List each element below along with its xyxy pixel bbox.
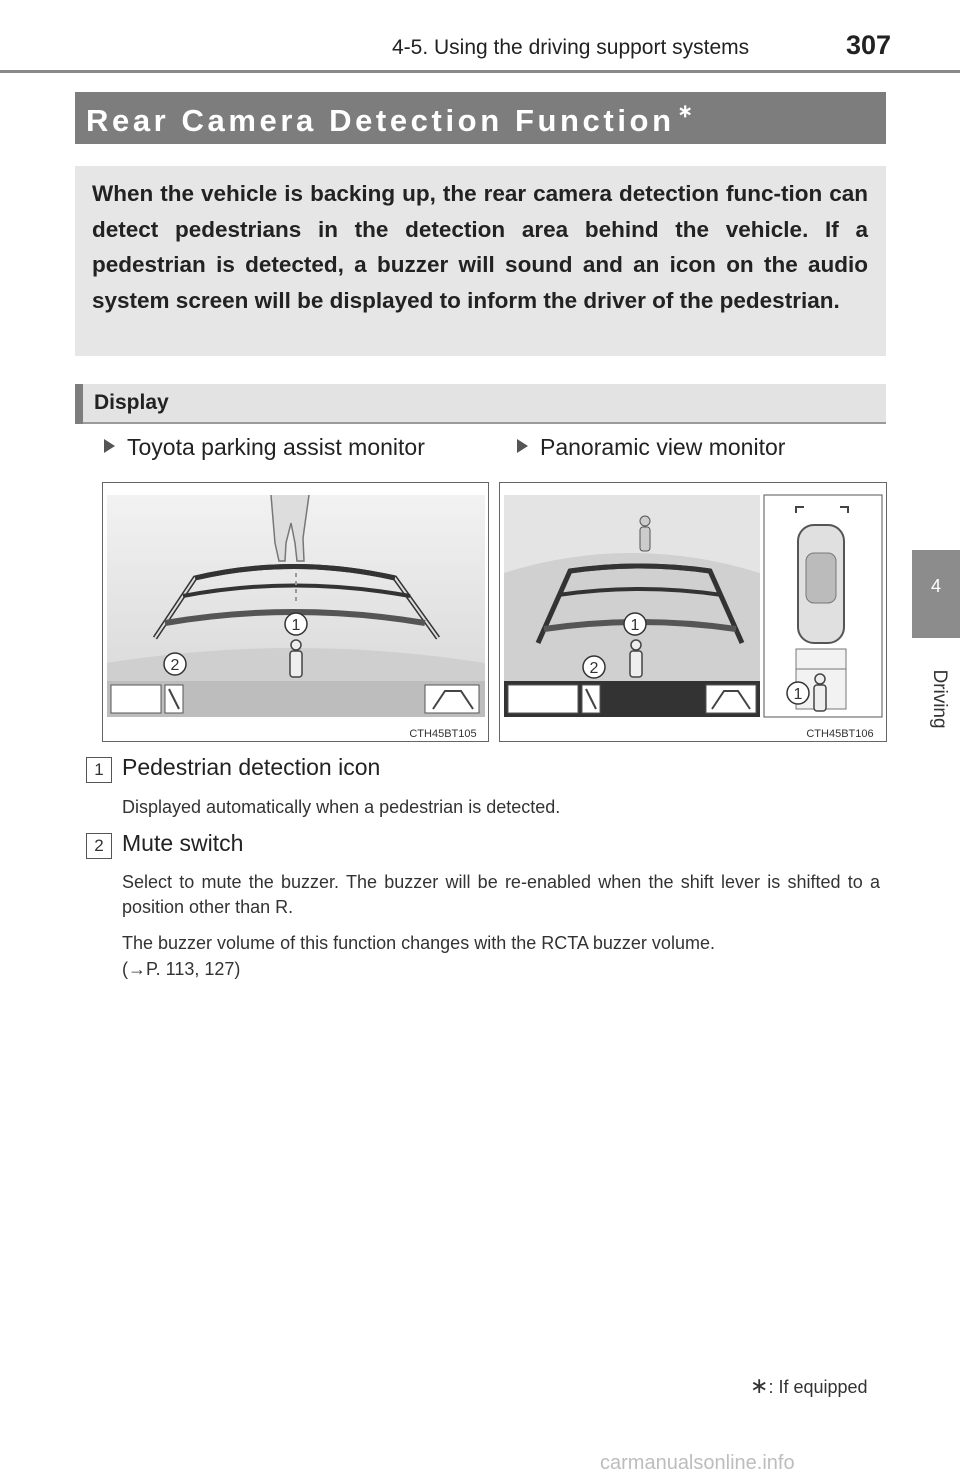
chapter-number: 4 [930, 576, 941, 596]
intro-text: When the vehicle is backing up, the rear camera detection func-tion can detect pedestrians in the detection area behind the vehicle. If a pedestrian is detected, a buzzer will sound and an icon on the audio system screen will be displayed to inform the driver of the pedestrian. [92, 181, 868, 313]
footnote-text: : If equipped [768, 1377, 868, 1397]
svg-text:1: 1 [793, 686, 803, 703]
triangle-bullet-icon [104, 439, 115, 453]
page-heading-text: Rear Camera Detection Function [86, 103, 675, 138]
footnote [750, 1373, 868, 1399]
sensor-buttons [508, 685, 578, 713]
page-heading [86, 101, 693, 139]
item-text-buzzer-volume: The buzzer volume of this function changes with the RCTA buzzer volume. [122, 933, 715, 953]
pedestrian-detection-icon [290, 640, 302, 677]
view-switch-icon [706, 685, 756, 713]
pedestrian-detection-icon [814, 674, 826, 711]
chapter-label: Driving [929, 669, 950, 729]
svg-text:1: 1 [630, 617, 640, 634]
item-number-2: 2 [86, 833, 112, 859]
header-rule [0, 70, 960, 73]
item-title-mute-switch: Mute switch [122, 830, 244, 856]
item-text-mute-switch: Select to mute the buzzer. The buzzer will be re-enabled when the shift lever is shifted to a position other than R. [122, 872, 880, 917]
pedestrian-figure [640, 516, 650, 551]
parking-assist-screen [103, 483, 488, 741]
caption-left-text: Toyota parking assist monitor [127, 434, 425, 460]
caption-right [517, 434, 785, 461]
item-text-pedestrian-icon: Displayed automatically when a pedestrian is detected. [122, 797, 561, 817]
item-number-1: 1 [86, 757, 112, 783]
section-title: 4-5. Using the driving support systems [392, 36, 750, 59]
footnote-mark: ∗ [750, 1373, 769, 1398]
triangle-bullet-icon [517, 439, 528, 453]
display-heading-bar [75, 384, 886, 424]
image-code-left: CTH45BT105 [409, 728, 477, 740]
display-heading-accent [75, 384, 83, 424]
panoramic-screen [500, 483, 886, 741]
page-number: 307 [846, 30, 892, 60]
sensor-buttons [111, 685, 161, 713]
watermark: carmanualsonline.info [600, 1452, 795, 1474]
panoramic-view-illustration [499, 482, 887, 742]
pedestrian-detection-icon [630, 640, 642, 677]
page-reference: (→P. 113, 127) [122, 959, 241, 979]
svg-text:1: 1 [291, 617, 301, 634]
display-heading: Display [94, 391, 169, 414]
svg-text:2: 2 [170, 657, 180, 674]
equipped-mark: ∗ [677, 101, 693, 121]
caption-right-text: Panoramic view monitor [540, 434, 786, 460]
caption-left [104, 434, 425, 461]
image-code-right: CTH45BT106 [806, 728, 874, 740]
svg-text:2: 2 [589, 660, 599, 677]
item-title-pedestrian-icon: Pedestrian detection icon [122, 754, 381, 780]
toyota-parking-assist-illustration [102, 482, 489, 742]
